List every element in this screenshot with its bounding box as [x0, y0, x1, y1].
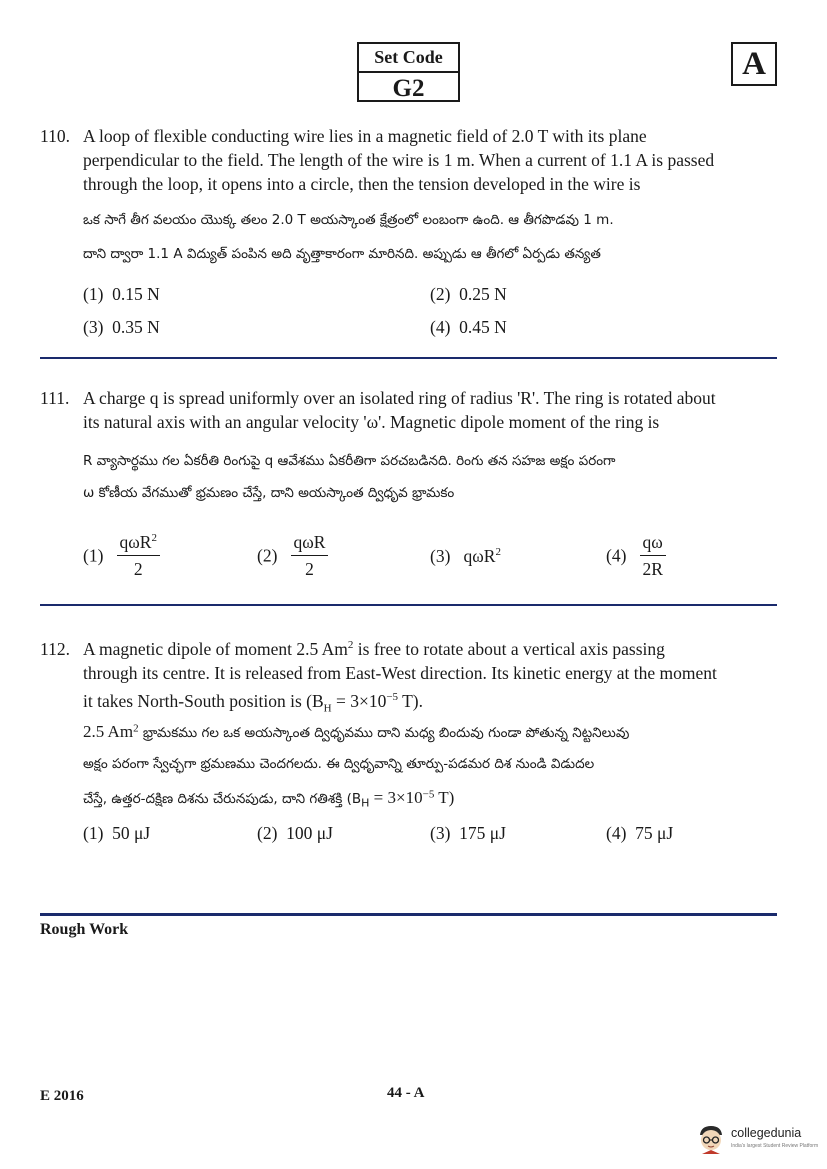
option-3: [83, 317, 160, 338]
option-number: (1): [83, 284, 104, 304]
question-111: [40, 386, 785, 434]
option-text: 0.25 N: [459, 284, 507, 304]
question-text-en: through its centre. It is released from East-West direction. Its kinetic energy at the moment: [83, 662, 717, 683]
footer-exam-code: E 2016: [40, 1088, 84, 1104]
option-number: (4): [606, 823, 627, 843]
set-code-value: G2: [392, 75, 425, 102]
set-code-label: Set Code: [359, 44, 458, 73]
question-number: 111.: [40, 388, 70, 408]
option-text: 50 μJ: [112, 823, 151, 843]
option-text: 0.45 N: [459, 317, 507, 337]
set-code-box: [357, 42, 460, 102]
watermark-brand: collegedunia: [731, 1126, 802, 1140]
option-4: [430, 317, 507, 338]
option-3: [430, 823, 506, 844]
rough-work-label: Rough Work: [40, 921, 129, 938]
option-1: [83, 532, 160, 580]
question-text-en: it takes North-South position is ($B_H = 3\times 10^{-5}$ T).: [83, 690, 423, 715]
option-fraction: [117, 532, 160, 580]
option-number: (4): [606, 545, 627, 566]
footer-page-number: 44 - A: [387, 1085, 425, 1101]
fraction-numerator: qω: [640, 532, 666, 556]
option-number: (3): [430, 546, 451, 566]
option-4: [606, 532, 666, 580]
option-number: (3): [430, 823, 451, 843]
option-text: 0.35 N: [112, 317, 160, 337]
question-text-te: R వ్యాసార్థము గల ఏకరీతి రింగుపై q ఆవేశము ఏకరీతిగా పరచబడినది. రింగు తన సహజ అక్షం పరంగా: [83, 453, 616, 469]
option-number: (2): [257, 823, 278, 843]
option-number: (4): [430, 317, 451, 337]
question-text-te: ω కోణీయ వేగముతో భ్రమణం చేస్తే, దాని అయస్కాంత ద్విధృవ భ్రామకం: [83, 485, 455, 501]
question-text-te: అక్షం పరంగా స్వేచ్ఛగా భ్రమణము చెందగలదు. ఈ ద్విధృవాన్ని తూర్పు-పడమర దిశ నుండి విడుదల: [83, 756, 595, 772]
question-text-en: perpendicular to the field. The length of the wire is 1 m. When a current of 1.1 A is passed: [83, 150, 715, 170]
question-text-en: through the loop, it opens into a circle, then the tension developed in the wire is: [83, 174, 641, 194]
question-110: [40, 124, 785, 196]
question-text-en: its natural axis with an angular velocity 'ω'. Magnetic dipole moment of the ring is: [83, 412, 660, 432]
option-text: 75 μJ: [635, 823, 674, 843]
question-text-en: A magnetic dipole of moment 2.5 Am$^2$ is free to rotate about a vertical axis passing: [83, 638, 665, 659]
fraction-denominator: 2: [133, 559, 143, 579]
option-3: [430, 546, 501, 567]
student-avatar-icon: [697, 1124, 725, 1154]
section-divider: [40, 604, 777, 606]
option-4: [606, 823, 673, 844]
option-2: [257, 823, 333, 844]
option-text: qωR: [463, 546, 496, 566]
fraction-numerator: qωR: [119, 532, 152, 552]
option-number: (3): [83, 317, 104, 337]
option-1: [83, 284, 160, 305]
fraction-denominator: 2R: [642, 559, 663, 579]
question-text-te: 2.5 Am$^2$ భ్రామకము గల ఒక అయస్కాంత ద్విధృవము దాని మధ్య బిందువు గుండా పోతున్న నిట్టనిలువు: [83, 722, 630, 741]
section-divider: [40, 357, 777, 359]
option-text: 175 μJ: [459, 823, 506, 843]
paper-version-box: A: [731, 42, 777, 86]
question-112: [40, 633, 785, 720]
question-text-te: ఒక సాగే తీగ వలయం యొక్క తలం 2.0 T అయస్కాంత క్షేత్రంలో లంబంగా ఉంది. ఆ తీగపొడవు 1 m.: [83, 212, 614, 228]
question-text-en: A loop of flexible conducting wire lies in a magnetic field of 2.0 T with its plane: [83, 126, 647, 146]
section-divider: [40, 913, 777, 916]
collegedunia-watermark: [697, 1120, 822, 1160]
option-fraction: [291, 532, 329, 580]
option-number: (1): [83, 545, 104, 566]
option-number: (1): [83, 823, 104, 843]
exponent: 2: [495, 546, 501, 559]
question-text-te: దాని ద్వారా 1.1 A విద్యుత్ పంపిన అది వృత్తాకారంగా మారినది. అప్పుడు ఆ తీగలో ఏర్పడు తన్యత: [83, 246, 601, 262]
fraction-numerator: qωR: [291, 532, 329, 556]
question-number: 112.: [40, 638, 70, 659]
question-text-te: చేస్తే, ఉత్తర-దక్షిణ దిశను చేరునపుడు, దాని గతిశక్తి ($B_H = 3\times 10^{-5}$ T): [83, 788, 455, 810]
option-fraction: [640, 532, 666, 580]
option-text: 100 μJ: [286, 823, 333, 843]
question-text-en: A charge q is spread uniformly over an isolated ring of radius 'R'. The ring is rotated about: [83, 388, 716, 408]
option-number: (2): [430, 284, 451, 304]
option-text: 0.15 N: [112, 284, 160, 304]
exponent: 2: [151, 532, 157, 545]
option-2: [257, 532, 328, 580]
option-2: [430, 284, 507, 305]
question-number: 110.: [40, 126, 70, 146]
fraction-denominator: 2: [305, 559, 314, 579]
option-number: (2): [257, 545, 278, 566]
watermark-tagline: India's largest Student Review Platform: [731, 1143, 819, 1149]
option-1: [83, 823, 150, 844]
